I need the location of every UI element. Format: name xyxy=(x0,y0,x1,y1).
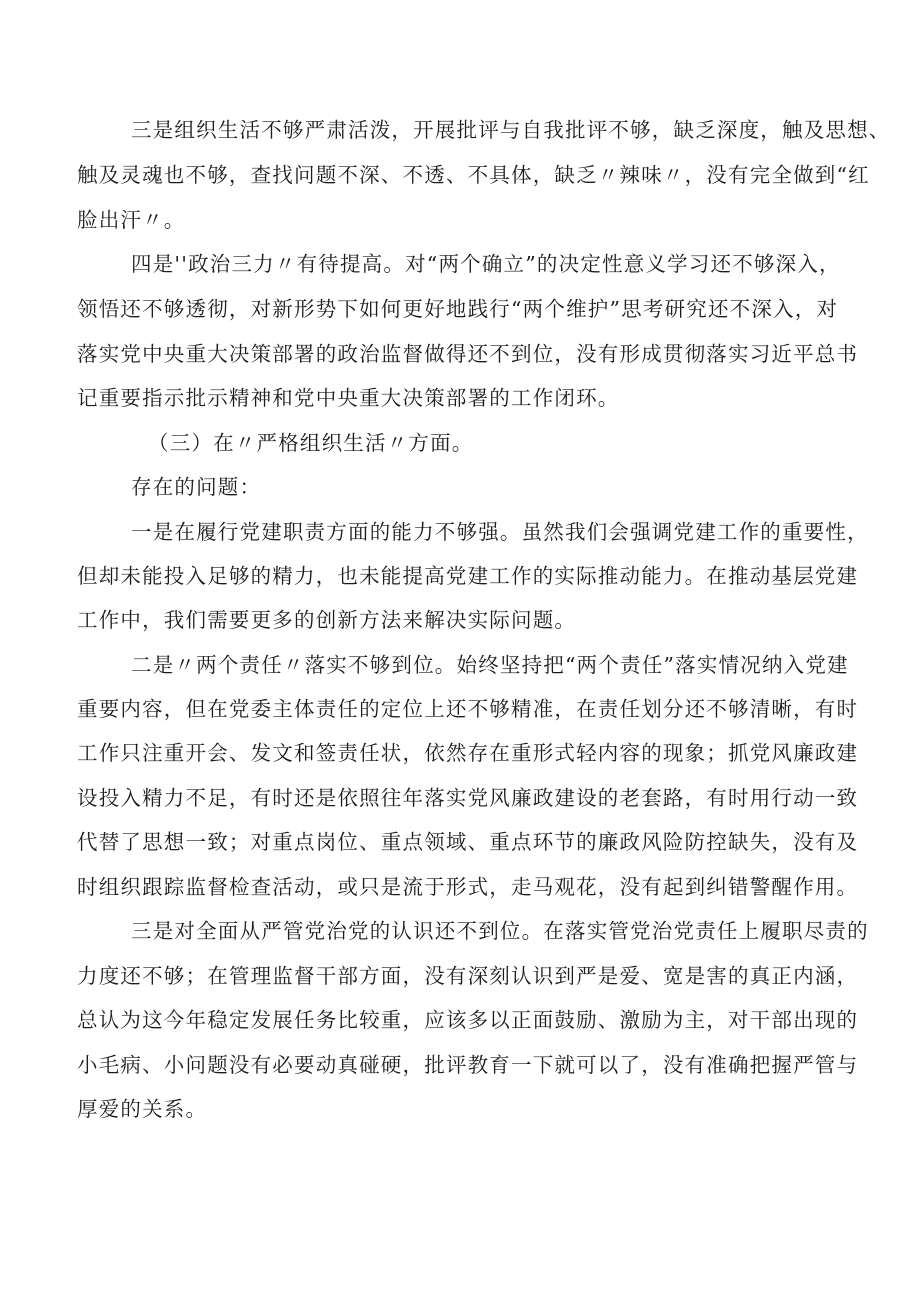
text-line: 但却未能投入足够的精力，也未能提高党建工作的实际推动能力。在推动基层党建 xyxy=(77,564,859,588)
text-line: 领悟还不够透彻，对新形势下如何更好地践行“两个维护”思考研究还不深入，对 xyxy=(77,297,839,321)
section-heading: （三）在〃严格组织生活〃方面。 xyxy=(148,431,474,455)
text-line: 三是对全面从严管党治党的认识还不到位。在落实管党治党责任上履职尽责的 xyxy=(131,919,869,943)
text-line: 二是〃两个责任〃落实不够到位。始终坚持把“两个责任”落实情况纳入党建 xyxy=(131,653,849,677)
text-line: 工作只注重开会、发文和签责任状，依然存在重形式轻内容的现象；抓党风廉政建 xyxy=(77,741,859,765)
text-line: 三是组织生活不够严肃活泼，开展批评与自我批评不够，缺乏深度，触及思想、 xyxy=(131,118,891,142)
text-line: 一是在履行党建职责方面的能力不够强。虽然我们会强调党建工作的重要性， xyxy=(131,520,869,544)
text-line: 触及灵魂也不够，查找问题不深、不透、不具体，缺乏〃辣味〃，没有完全做到“红 xyxy=(77,163,870,187)
text-line: 落实党中央重大决策部署的政治监督做得还不到位，没有形成贯彻落实习近平总书 xyxy=(77,342,859,366)
text-line: 记重要指示批示精神和党中央重大决策部署的工作闭环。 xyxy=(77,386,620,410)
text-line: 小毛病、小问题没有必要动真碰硬，批评教育一下就可以了，没有准确把握严管与 xyxy=(77,1053,859,1077)
text-line: 总认为这今年稳定发展任务比较重，应该多以正面鼓励、激励为主，对干部出现的 xyxy=(77,1008,859,1032)
text-line: 代替了思想一致；对重点岗位、重点领域、重点环节的廉政风险防控缺失，没有及 xyxy=(77,830,859,854)
text-line: 重要内容，但在党委主体责任的定位上还不够精准，在责任划分还不够清晰，有时 xyxy=(77,697,859,721)
text-line: 厚爱的关系。 xyxy=(77,1097,208,1121)
text-line: 四是''政治三力〃有待提高。对“两个确立”的决定性意义学习还不够深入， xyxy=(131,252,841,276)
text-line: 时组织跟踪监督检查活动，或只是流于形式，走马观花，没有起到纠错警醒作用。 xyxy=(77,875,859,899)
text-line: 工作中，我们需要更多的创新方法来解决实际问题。 xyxy=(77,608,577,632)
text-line: 力度还不够；在管理监督干部方面，没有深刻认识到严是爱、宽是害的真正内涵， xyxy=(77,964,859,988)
text-line: 脸出汗〃。 xyxy=(77,208,186,232)
text-line: 设投入精力不足，有时还是依照往年落实党风廉政建设的老套路，有时用行动一致 xyxy=(77,786,859,810)
subheading: 存在的问题： xyxy=(131,475,262,499)
